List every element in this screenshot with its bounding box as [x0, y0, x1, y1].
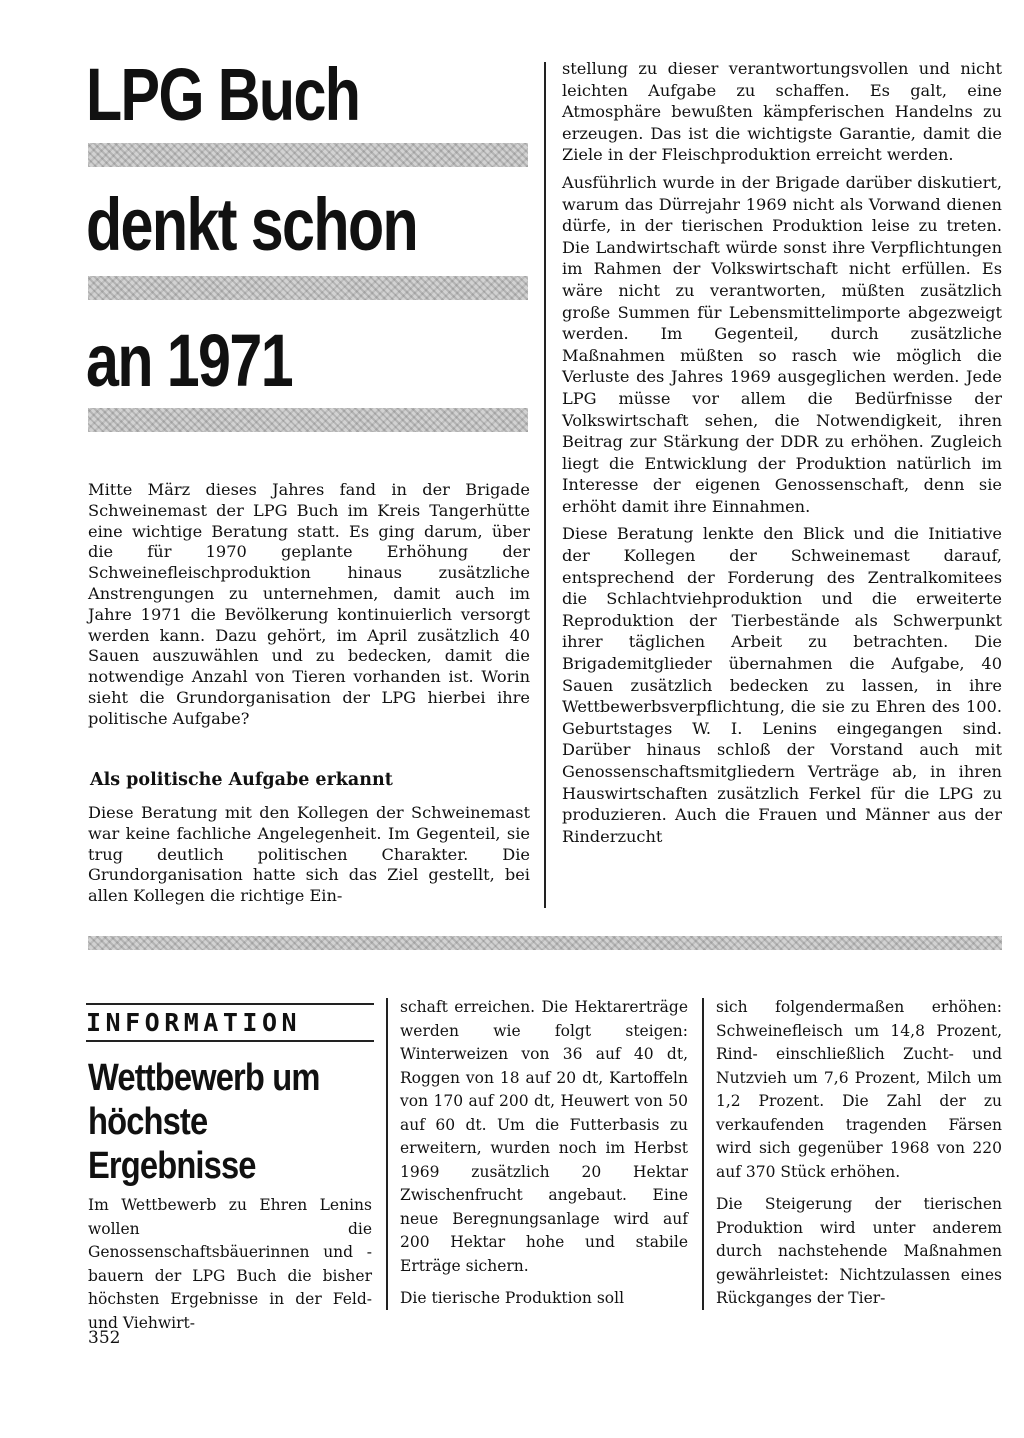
info-label: INFORMATION: [86, 1008, 302, 1037]
halftone-bar: [88, 143, 528, 167]
info-headline-line-1: Wettbewerb um: [88, 1057, 320, 1099]
article-paragraph: Ausführlich wurde in der Brigade darüber diskutiert, warum das Dürrejahr 1969 nicht als Vorwand dienen dürfe, in der tierischen Produktion leise zu treten. Die Landwirtschaft würde sonst ihre Verpflichtungen im Rahmen der Volkswirtschaft nicht erfüllen. Es wäre nicht zu verantworten, müßten zusätzlich große Summen für Lebensmittelimporte abgezweigt werden. Im Gegenteil, durch zusätzliche Maßnahmen müßten so rasch wie möglich die Verluste des Jahres 1969 ausgeglichen werden. Jede LPG müsse vor allem die Bedürfnisse der Volkswirtschaft sehen, die Notwendigkeit, ihren Beitrag zur Stärkung der DDR zu erhöhen. Zugleich liegt die Entwicklung der Produktion natürlich im Interesse der eigenen Genossenschaft, denn sie erhöht damit ihre Einnahmen.: [562, 172, 1002, 516]
halftone-bar: [88, 408, 528, 432]
article-column-2: [562, 58, 1002, 847]
headline-line-3: an 1971: [86, 319, 293, 402]
headline-line-1: LPG Buch: [86, 53, 360, 136]
info-rule-bottom: [86, 1040, 374, 1042]
info-paragraph: Im Wettbewerb zu Ehren Lenins wollen die Genossenschaftsbäuerinnen und -bauern der LPG Buch die bisher höchsten Ergebnisse in der Feld- und Viehwirt-: [88, 1196, 372, 1332]
info-paragraph: Die Steigerung der tierischen Produktion wird unter anderem durch nachstehende Maßnahmen gewährleistet: Nichtzulassen eines Rückganges der Tier-: [716, 1195, 1002, 1307]
article-paragraph: Diese Beratung lenkte den Blick und die Initiative der Kollegen der Schweinemast darauf, entsprechend der Forderung des Zentralkomitees die Schlachtviehproduktion und die erweiterte Reproduktion der Tierbestände als Schwerpunkt ihrer täglichen Arbeit zu betrachten. Die Brigademitglieder übernahmen die Aufgabe, 40 Sauen zusätzlich bedecken zu lassen, in ihre Wettbewerbsverpflichtung, die sie zu Ehren des 100. Geburtstages W. I. Lenins eingegangen sind. Darüber hinaus schloß der Vorstand auch mit Genossenschaftsmitgliedern Verträge ab, in ihren Hauswirtschaften zusätzlich Ferkel für die LPG zu produzieren. Auch die Frauen und Männer aus der Rinderzucht: [562, 524, 1002, 846]
info-headline-line-3: Ergebnisse: [88, 1145, 256, 1187]
column-divider: [544, 62, 546, 908]
info-rule-top: [86, 1003, 374, 1005]
article-column-1: [88, 480, 530, 730]
info-headline: [88, 1056, 320, 1188]
column-divider: [702, 998, 704, 1310]
article-paragraph: stellung zu dieser verantwortungsvollen und nicht leichten Aufgabe zu schaffen. Es galt, eine Atmosphäre bewußten kämpferischen Handelns zu erzeugen. Das ist die wichtigste Garantie, damit die Ziele in der Fleischproduktion erreicht werden.: [562, 59, 1002, 165]
headline-line-2: denkt schon: [86, 183, 418, 266]
article-intro-paragraph: Mitte März dieses Jahres fand in der Brigade Schweinemast der LPG Buch im Kreis Tangerhütte eine wichtige Beratung statt. Es ging darum, über die für 1970 geplante Erhöhung der Schweinefleischproduktion hinaus zusätzliche Anstrengungen zu unternehmen, damit auch im Jahre 1971 die Bevölkerung kontinuierlich versorgt werden kann. Dazu gehört, im April zusätzlich 40 Sauen auszuwählen und zu bedecken, damit die notwendige Anzahl von Tieren vorhanden ist. Worin sieht die Grundorganisation der LPG hierbei ihre politische Aufgabe?: [88, 480, 530, 728]
info-headline-line-2: höchste: [88, 1101, 208, 1143]
article-paragraph: Diese Beratung mit den Kollegen der Schweinemast war keine fachliche Angelegenheit. Im Gegenteil, sie trug deutlich politischen Charakter. Die Grundorganisation hatte sich das Ziel gestellt, bei allen Kollegen die richtige Ein-: [88, 803, 530, 906]
page-number: 352: [88, 1328, 121, 1348]
article-subheading: Als politische Aufgabe erkannt: [90, 770, 393, 790]
info-column-2: [400, 996, 688, 1311]
info-paragraph: Die tierische Produktion soll: [400, 1289, 625, 1307]
info-column-3: [716, 996, 1002, 1311]
section-separator: [88, 936, 1002, 950]
info-paragraph: schaft erreichen. Die Hektarerträge werden wie folgt steigen: Winterweizen von 36 auf 40 dt, Roggen von 18 auf 20 dt, Kartoffeln von 170 auf 200 dt, Heuwert von 50 auf 60 dt. Um die Futterbasis zu erweitern, wurden noch im Herbst 1969 zusätzlich 20 Hektar Zwischenfrucht angebaut. Eine neue Beregnungsanlage wird auf 200 Hektar hohe und stabile Erträge sichern.: [400, 998, 688, 1275]
column-divider: [386, 998, 388, 1310]
info-paragraph: sich folgendermaßen erhöhen: Schweinefleisch um 14,8 Prozent, Rind- einschließlich Zucht- und Nutzvieh um 7,6 Prozent, Milch um 1,2 Prozent. Die Zahl der zu verkaufenden tragenden Färsen wird sich gegenüber 1968 von 220 auf 370 Stück erhöhen.: [716, 998, 1002, 1181]
article-column-1-continued: [88, 803, 530, 907]
halftone-bar: [88, 276, 528, 300]
info-column-1: [88, 1194, 372, 1335]
